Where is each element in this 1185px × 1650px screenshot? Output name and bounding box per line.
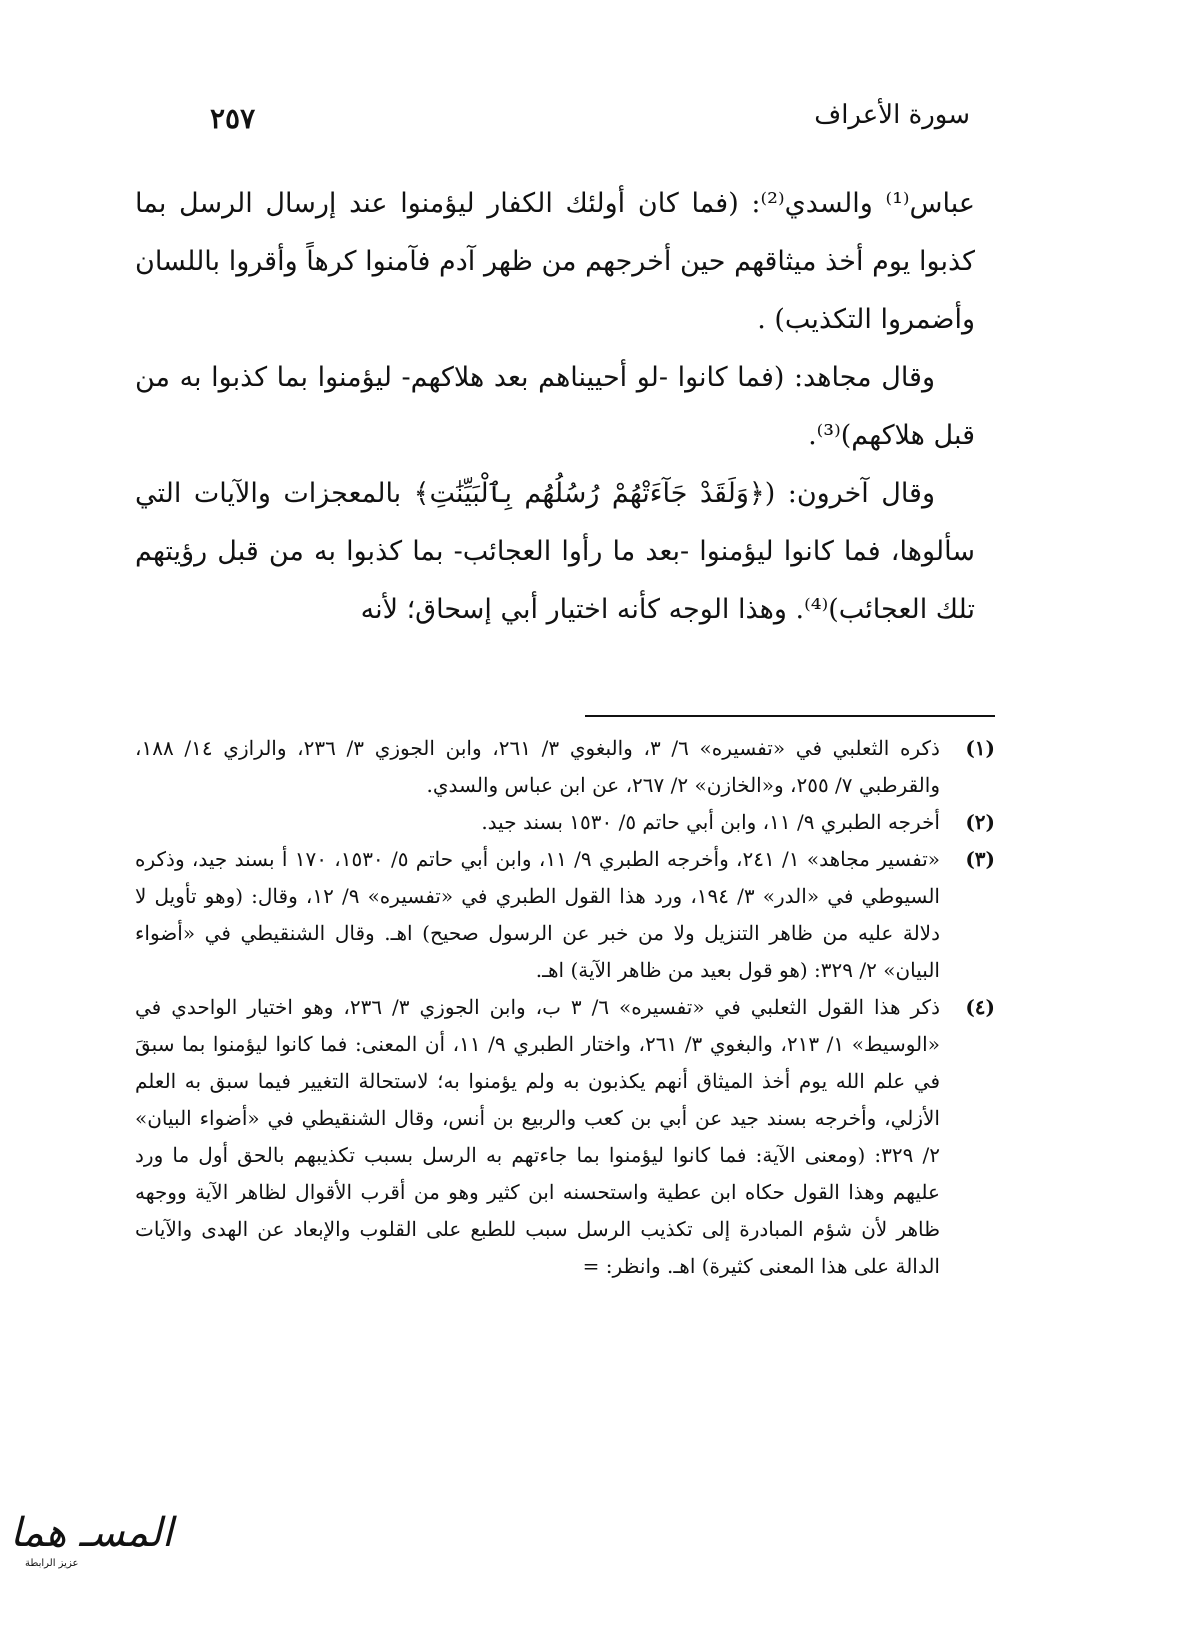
logo-text: المسـ هما <box>10 1510 173 1556</box>
logo-subtext: عزيز الرابطة <box>25 1558 79 1569</box>
footnote-text: ذكر هذا القول الثعلبي في «تفسيره» ٦/ ٣ ب، وابن الجوزي ٣/ ٢٣٦، وهو اختيار الواحدي في «الوسيط» ١/ ٢١٣، والبغوي ٣/ ٢٦١، واختار الطبري ٩/ ١١، أن المعنى: فما كانوا ليؤمنوا بما سبقَ في علم الله يوم أخذ الميثاق أنهم يكذبون به ولم يؤمنوا به؛ لاستحالة التغيير فيما سبق به العلم الأزلي، وأخرجه بسند جيد عن أبي بن كعب والربيع بن أنس، وقال الشنقيطي في «أضواء البيان» ٢/ ٣٢٩: (ومعنى الآية: فما كانوا ليؤمنوا بما جاءتهم به الرسل بسبب تكذيبهم بالحق أول ما ورد عليهم وهذا القول حكاه ابن عطية واستحسنه ابن كثير وهو من أقرب الأقوال لظاهر الآية ووجهه ظاهر لأن شؤم المبادرة إلى تكذيب الرسل سبب للطبع على القلوب والإبعاد عن الهدى والآيات الدالة على هذا المعنى كثيرة) اهـ. وانظر: = <box>135 995 941 1278</box>
footnote-3 <box>135 841 995 989</box>
footnote-number: (٤) <box>965 995 995 1019</box>
footnote-number: (٢) <box>965 810 995 834</box>
page-number: ٢٥٧ <box>210 102 256 135</box>
page-header <box>190 100 970 150</box>
footnote-text: «تفسير مجاهد» ١/ ٢٤١، وأخرجه الطبري ٩/ ١١، وابن أبي حاتم ٥/ ١٥٣٠، ١٧٠ أ بسند جيد، وذكره السيوطي في «الدر» ٣/ ١٩٤، ورد هذا القول الطبري في «تفسيره» ٩/ ١٢، وقال: (وهو تأويل لا دلالة عليه من ظاهر التنزيل ولا من خبر عن الرسول صحيح) اهـ. وقال الشنقيطي في «أضواء البيان» ٢/ ٣٢٩: (هو قول بعيد من ظاهر الآية) اهـ. <box>135 847 940 982</box>
main-paragraph-1: عباس⁽¹⁾ والسدي⁽²⁾: (فما كان أولئك الكفار ليؤمنوا عند إرسال الرسل بما كذبوا يوم أخذ ميثاقهم حين أخرجهم من ظهر آدم فآمنوا كرهاً وأقروا باللسان وأضمروا التكذيب) . <box>135 188 975 335</box>
footnote-text: أخرجه الطبري ٩/ ١١، وابن أبي حاتم ٥/ ١٥٣٠ بسند جيد. <box>481 810 940 834</box>
main-paragraph-3: وقال آخرون: (﴿وَلَقَدْ جَآءَتْهُمْ رُسُلُهُم بِٱلْبَيِّنَٰتِ﴾ بالمعجزات والآيات التي سألوها، فما كانوا ليؤمنوا -بعد ما رأوا العجائب- بما كذبوا به من قبل رؤيتهم تلك العجائب)⁽⁴⁾. وهذا الوجه كأنه اختيار أبي إسحاق؛ لأنه <box>135 478 975 625</box>
footnotes <box>135 730 995 1285</box>
footnote-number: (١) <box>965 736 995 760</box>
footnote-4 <box>135 989 995 1285</box>
watermark-logo <box>10 1510 173 1585</box>
footnote-number: (٣) <box>965 847 995 871</box>
main-paragraph-2: وقال مجاهد: (فما كانوا -لو أحييناهم بعد هلاكهم- ليؤمنوا بما كذبوا به من قبل هلاكهم)⁽³⁾. <box>135 362 975 451</box>
footnote-1 <box>135 730 995 804</box>
surah-title: سورة الأعراف <box>814 100 970 130</box>
footnote-2 <box>135 804 995 841</box>
footnote-divider <box>585 715 995 717</box>
main-text <box>135 175 975 639</box>
footnote-text: ذكره الثعلبي في «تفسيره» ٦/ ٣، والبغوي ٣/ ٢٦١، وابن الجوزي ٣/ ٢٣٦، والرازي ١٤/ ١٨٨، والقرطبي ٧/ ٢٥٥، و«الخازن» ٢/ ٢٦٧، عن ابن عباس والسدي. <box>135 736 940 797</box>
